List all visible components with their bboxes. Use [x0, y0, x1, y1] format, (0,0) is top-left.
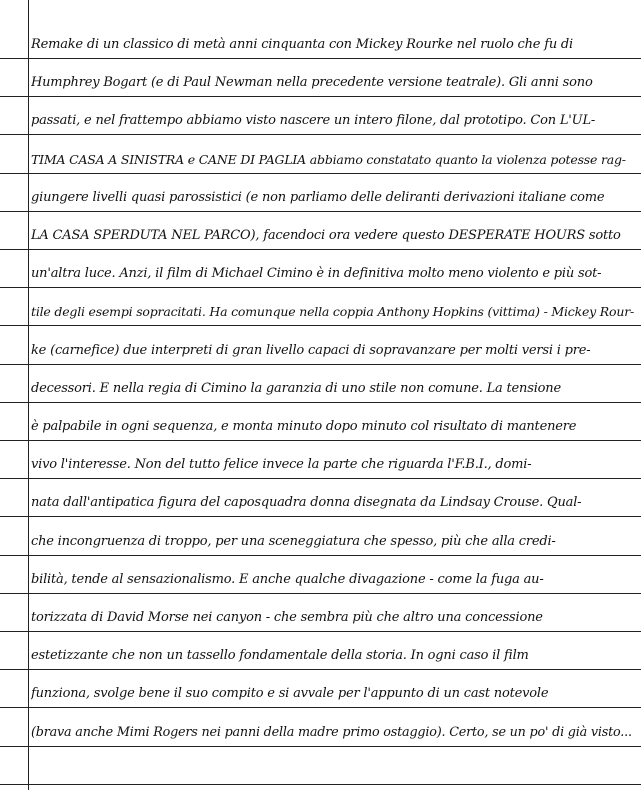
text-line: Remake di un classico di metà anni cinquanta con Mickey Rourke nel ruolo che fu di: [31, 37, 574, 52]
text-line: Humphrey Bogart (e di Paul Newman nella precedente versione teatrale). Gli anni sono: [31, 75, 593, 90]
text-line: giungere livelli quasi parossistici (e non parliamo delle deliranti derivazioni italiane come: [31, 190, 605, 205]
text-line: che incongruenza di troppo, per una sceneggiatura che spesso, più che alla credi-: [31, 534, 556, 549]
text-line: vivo l'interesse. Non del tutto felice invece la parte che riguarda l'F.B.I., domi-: [31, 457, 532, 472]
text-line: tile degli esempi sopracitati. Ha comunque nella coppia Anthony Hopkins (vittima) - Mickey Rour-: [31, 304, 634, 319]
text-line: estetizzante che non un tassello fondamentale della storia. In ogni caso il film: [31, 648, 529, 663]
text-line: decessori. E nella regia di Cimino la garanzia di uno stile non comune. La tensione: [31, 381, 561, 396]
text-line: LA CASA SPERDUTA NEL PARCO), facendoci ora vedere questo DESPERATE HOURS sotto: [31, 228, 621, 243]
text-line: nata dall'antipatica figura del caposquadra donna disegnata da Lindsay Crouse. Qual-: [31, 495, 582, 510]
text-line: passati, e nel frattempo abbiamo visto nascere un intero filone, dal prototipo. Con L'UL-: [31, 113, 596, 128]
text-line: torizzata di David Morse nei canyon - che sembra più che altro una concessione: [31, 610, 543, 625]
text-line: è palpabile in ogni sequenza, e monta minuto dopo minuto col risultato di mantenere: [31, 419, 577, 434]
text-line: bilità, tende al sensazionalismo. E anche qualche divagazione - come la fuga au-: [31, 572, 544, 587]
text-line: ke (carnefice) due interpreti di gran livello capaci di sopravanzare per molti versi i pre-: [31, 343, 591, 358]
text-line: funziona, svolge bene il suo compito e si avvale per l'appunto di un cast notevole: [31, 686, 549, 701]
ruled-line: [0, 784, 641, 785]
margin-line: [28, 0, 29, 790]
text-line: TIMA CASA A SINISTRA e CANE DI PAGLIA abbiamo constatato quanto la violenza potesse rag-: [31, 152, 626, 167]
text-line: (brava anche Mimi Rogers nei panni della madre primo ostaggio). Certo, se un po' di già visto...: [31, 725, 632, 740]
text-line: un'altra luce. Anzi, il film di Michael Cimino è in definitiva molto meno violento e più sot-: [31, 266, 602, 281]
